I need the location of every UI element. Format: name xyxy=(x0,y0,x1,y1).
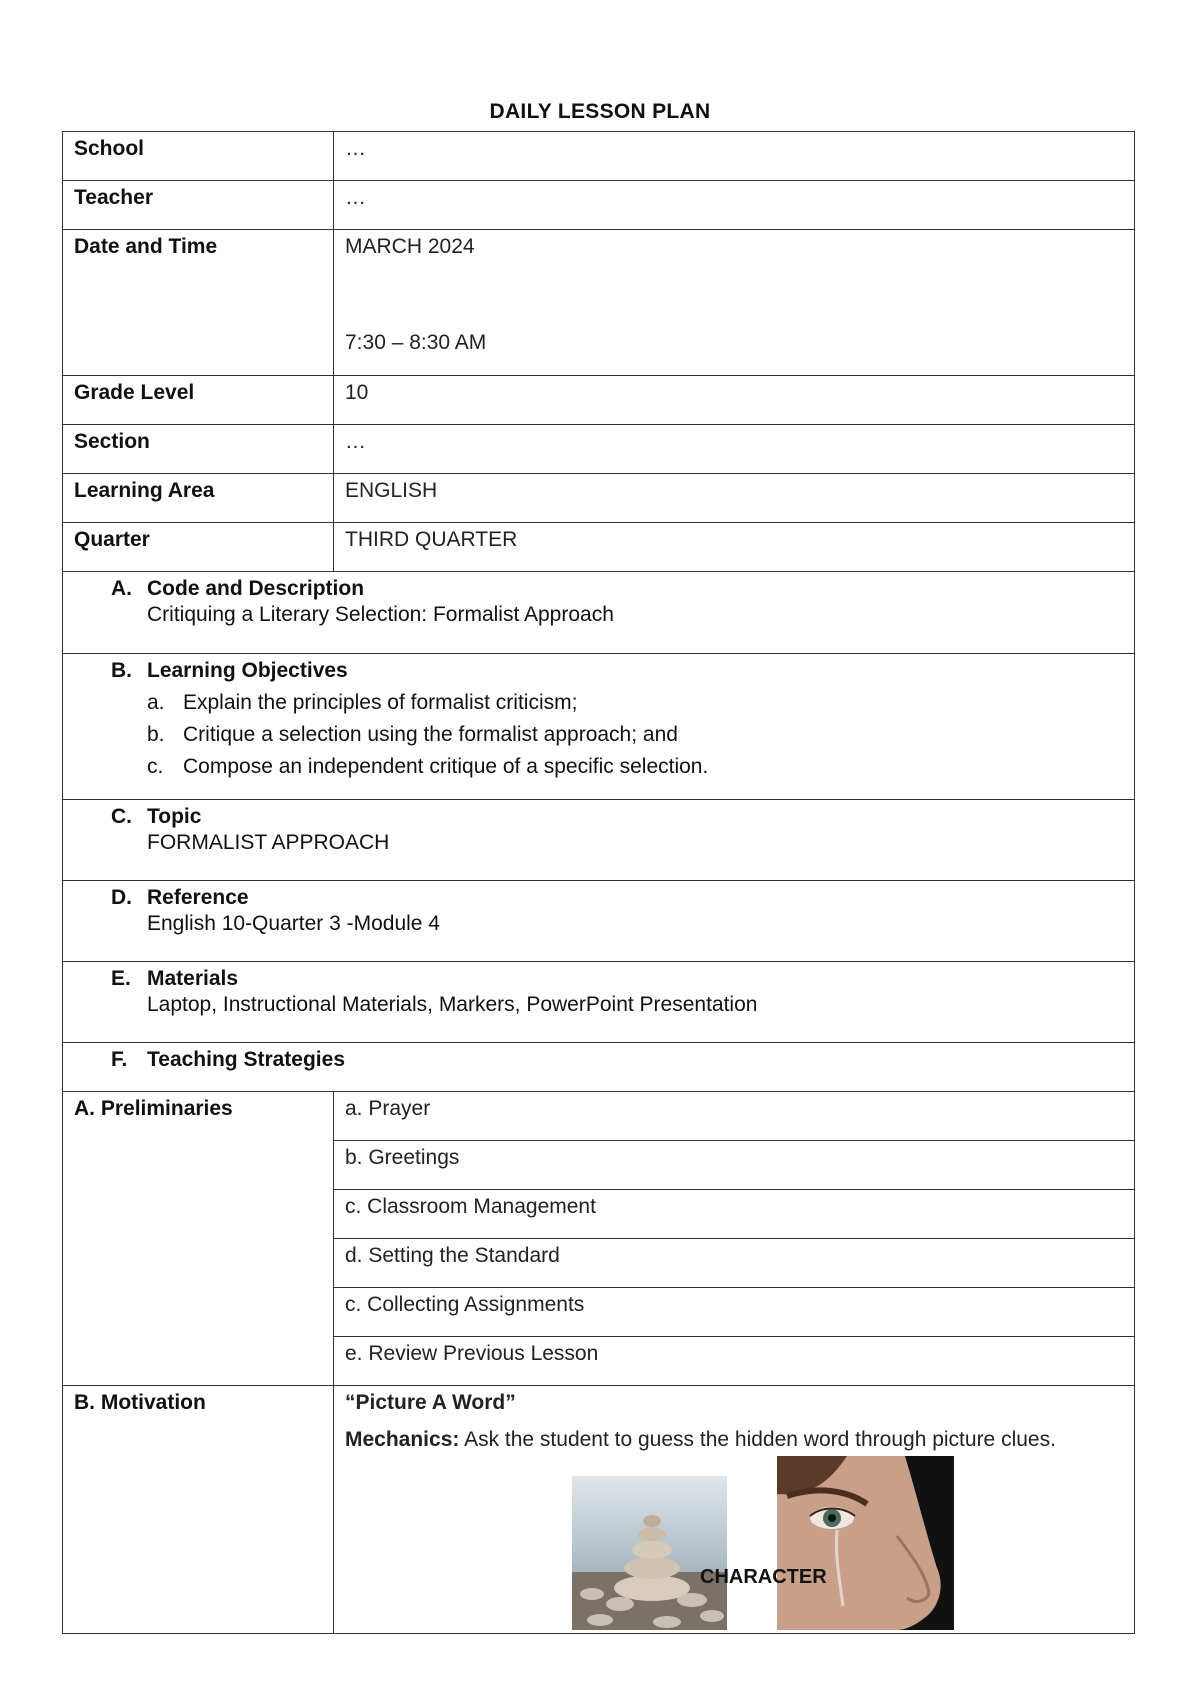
info-row-school xyxy=(63,132,1135,181)
section-materials xyxy=(63,962,1135,1043)
preliminary-item: a. Prayer xyxy=(334,1092,1135,1141)
objective-item xyxy=(111,687,1123,719)
section-heading: Topic xyxy=(147,805,202,828)
info-label: School xyxy=(63,132,334,181)
section-teaching-strategies xyxy=(63,1043,1135,1092)
section-body: FORMALIST APPROACH xyxy=(147,831,390,854)
date-value: MARCH 2024 xyxy=(345,235,475,258)
info-row-teacher xyxy=(63,181,1135,230)
objective-text: Critique a selection using the formalist approach; and xyxy=(183,723,678,746)
section-letter: A. xyxy=(111,577,132,600)
section-body: Critiquing a Literary Selection: Formalist Approach xyxy=(147,603,614,626)
section-heading: Teaching Strategies xyxy=(147,1048,346,1071)
section-body: Laptop, Instructional Materials, Markers, PowerPoint Presentation xyxy=(147,993,758,1016)
motivation-label: B. Motivation xyxy=(63,1386,334,1634)
info-row-grade-level xyxy=(63,376,1135,425)
info-row-date-time xyxy=(63,230,1135,376)
overlay-word: CHARACTER xyxy=(700,1566,827,1588)
document-title: DAILY LESSON PLAN xyxy=(489,100,711,123)
section-heading: Materials xyxy=(147,967,239,990)
preliminaries-label: A. Preliminaries xyxy=(63,1092,334,1386)
info-value: ENGLISH xyxy=(334,474,1135,523)
info-label: Learning Area xyxy=(63,474,334,523)
info-row-section xyxy=(63,425,1135,474)
info-value xyxy=(334,230,1135,376)
info-label: Section xyxy=(63,425,334,474)
objective-text: Compose an independent critique of a specific selection. xyxy=(183,755,709,778)
lesson-plan-table xyxy=(62,131,1135,1634)
objective-text: Explain the principles of formalist criticism; xyxy=(183,691,578,714)
info-value: THIRD QUARTER xyxy=(334,523,1135,572)
info-row-quarter xyxy=(63,523,1135,572)
info-value: 10 xyxy=(334,376,1135,425)
section-code-description xyxy=(63,572,1135,654)
objective-letter: c. xyxy=(147,755,164,778)
objective-letter: b. xyxy=(147,723,165,746)
info-label: Date and Time xyxy=(63,230,334,376)
mechanics-paragraph xyxy=(334,1416,1134,1456)
preliminary-item: e. Review Previous Lesson xyxy=(334,1337,1135,1386)
section-reference xyxy=(63,881,1135,962)
motivation-row xyxy=(63,1386,1135,1634)
motivation-content xyxy=(334,1386,1134,1633)
section-body: English 10-Quarter 3 -Module 4 xyxy=(147,912,440,935)
info-label: Grade Level xyxy=(63,376,334,425)
section-letter: B. xyxy=(111,659,132,682)
time-value: 7:30 – 8:30 AM xyxy=(345,331,487,354)
crying-woman-photo xyxy=(777,1456,954,1630)
section-heading: Reference xyxy=(147,886,249,909)
stacked-stones-photo xyxy=(572,1476,727,1630)
preliminary-item: c. Classroom Management xyxy=(334,1190,1135,1239)
objective-item xyxy=(111,719,1123,751)
info-value: … xyxy=(334,132,1135,181)
mechanics-text: Ask the student to guess the hidden word through picture clues. xyxy=(464,1428,1056,1451)
preliminary-item: c. Collecting Assignments xyxy=(334,1288,1135,1337)
info-value: … xyxy=(334,425,1135,474)
activity-title: “Picture A Word” xyxy=(345,1391,516,1414)
section-letter: F. xyxy=(111,1048,128,1071)
preliminary-item: b. Greetings xyxy=(334,1141,1135,1190)
section-letter: C. xyxy=(111,805,132,828)
objective-item xyxy=(111,751,1123,783)
mechanics-label: Mechanics: xyxy=(345,1428,460,1451)
info-label: Teacher xyxy=(63,181,334,230)
preliminaries-row xyxy=(63,1092,1135,1141)
section-learning-objectives xyxy=(63,654,1135,800)
section-letter: D. xyxy=(111,886,132,909)
section-heading: Learning Objectives xyxy=(147,659,348,682)
info-value: … xyxy=(334,181,1135,230)
info-label: Quarter xyxy=(63,523,334,572)
preliminary-item: d. Setting the Standard xyxy=(334,1239,1135,1288)
section-heading: Code and Description xyxy=(147,577,365,600)
section-letter: E. xyxy=(111,967,131,990)
info-row-learning-area xyxy=(63,474,1135,523)
objective-letter: a. xyxy=(147,691,165,714)
section-topic xyxy=(63,800,1135,881)
